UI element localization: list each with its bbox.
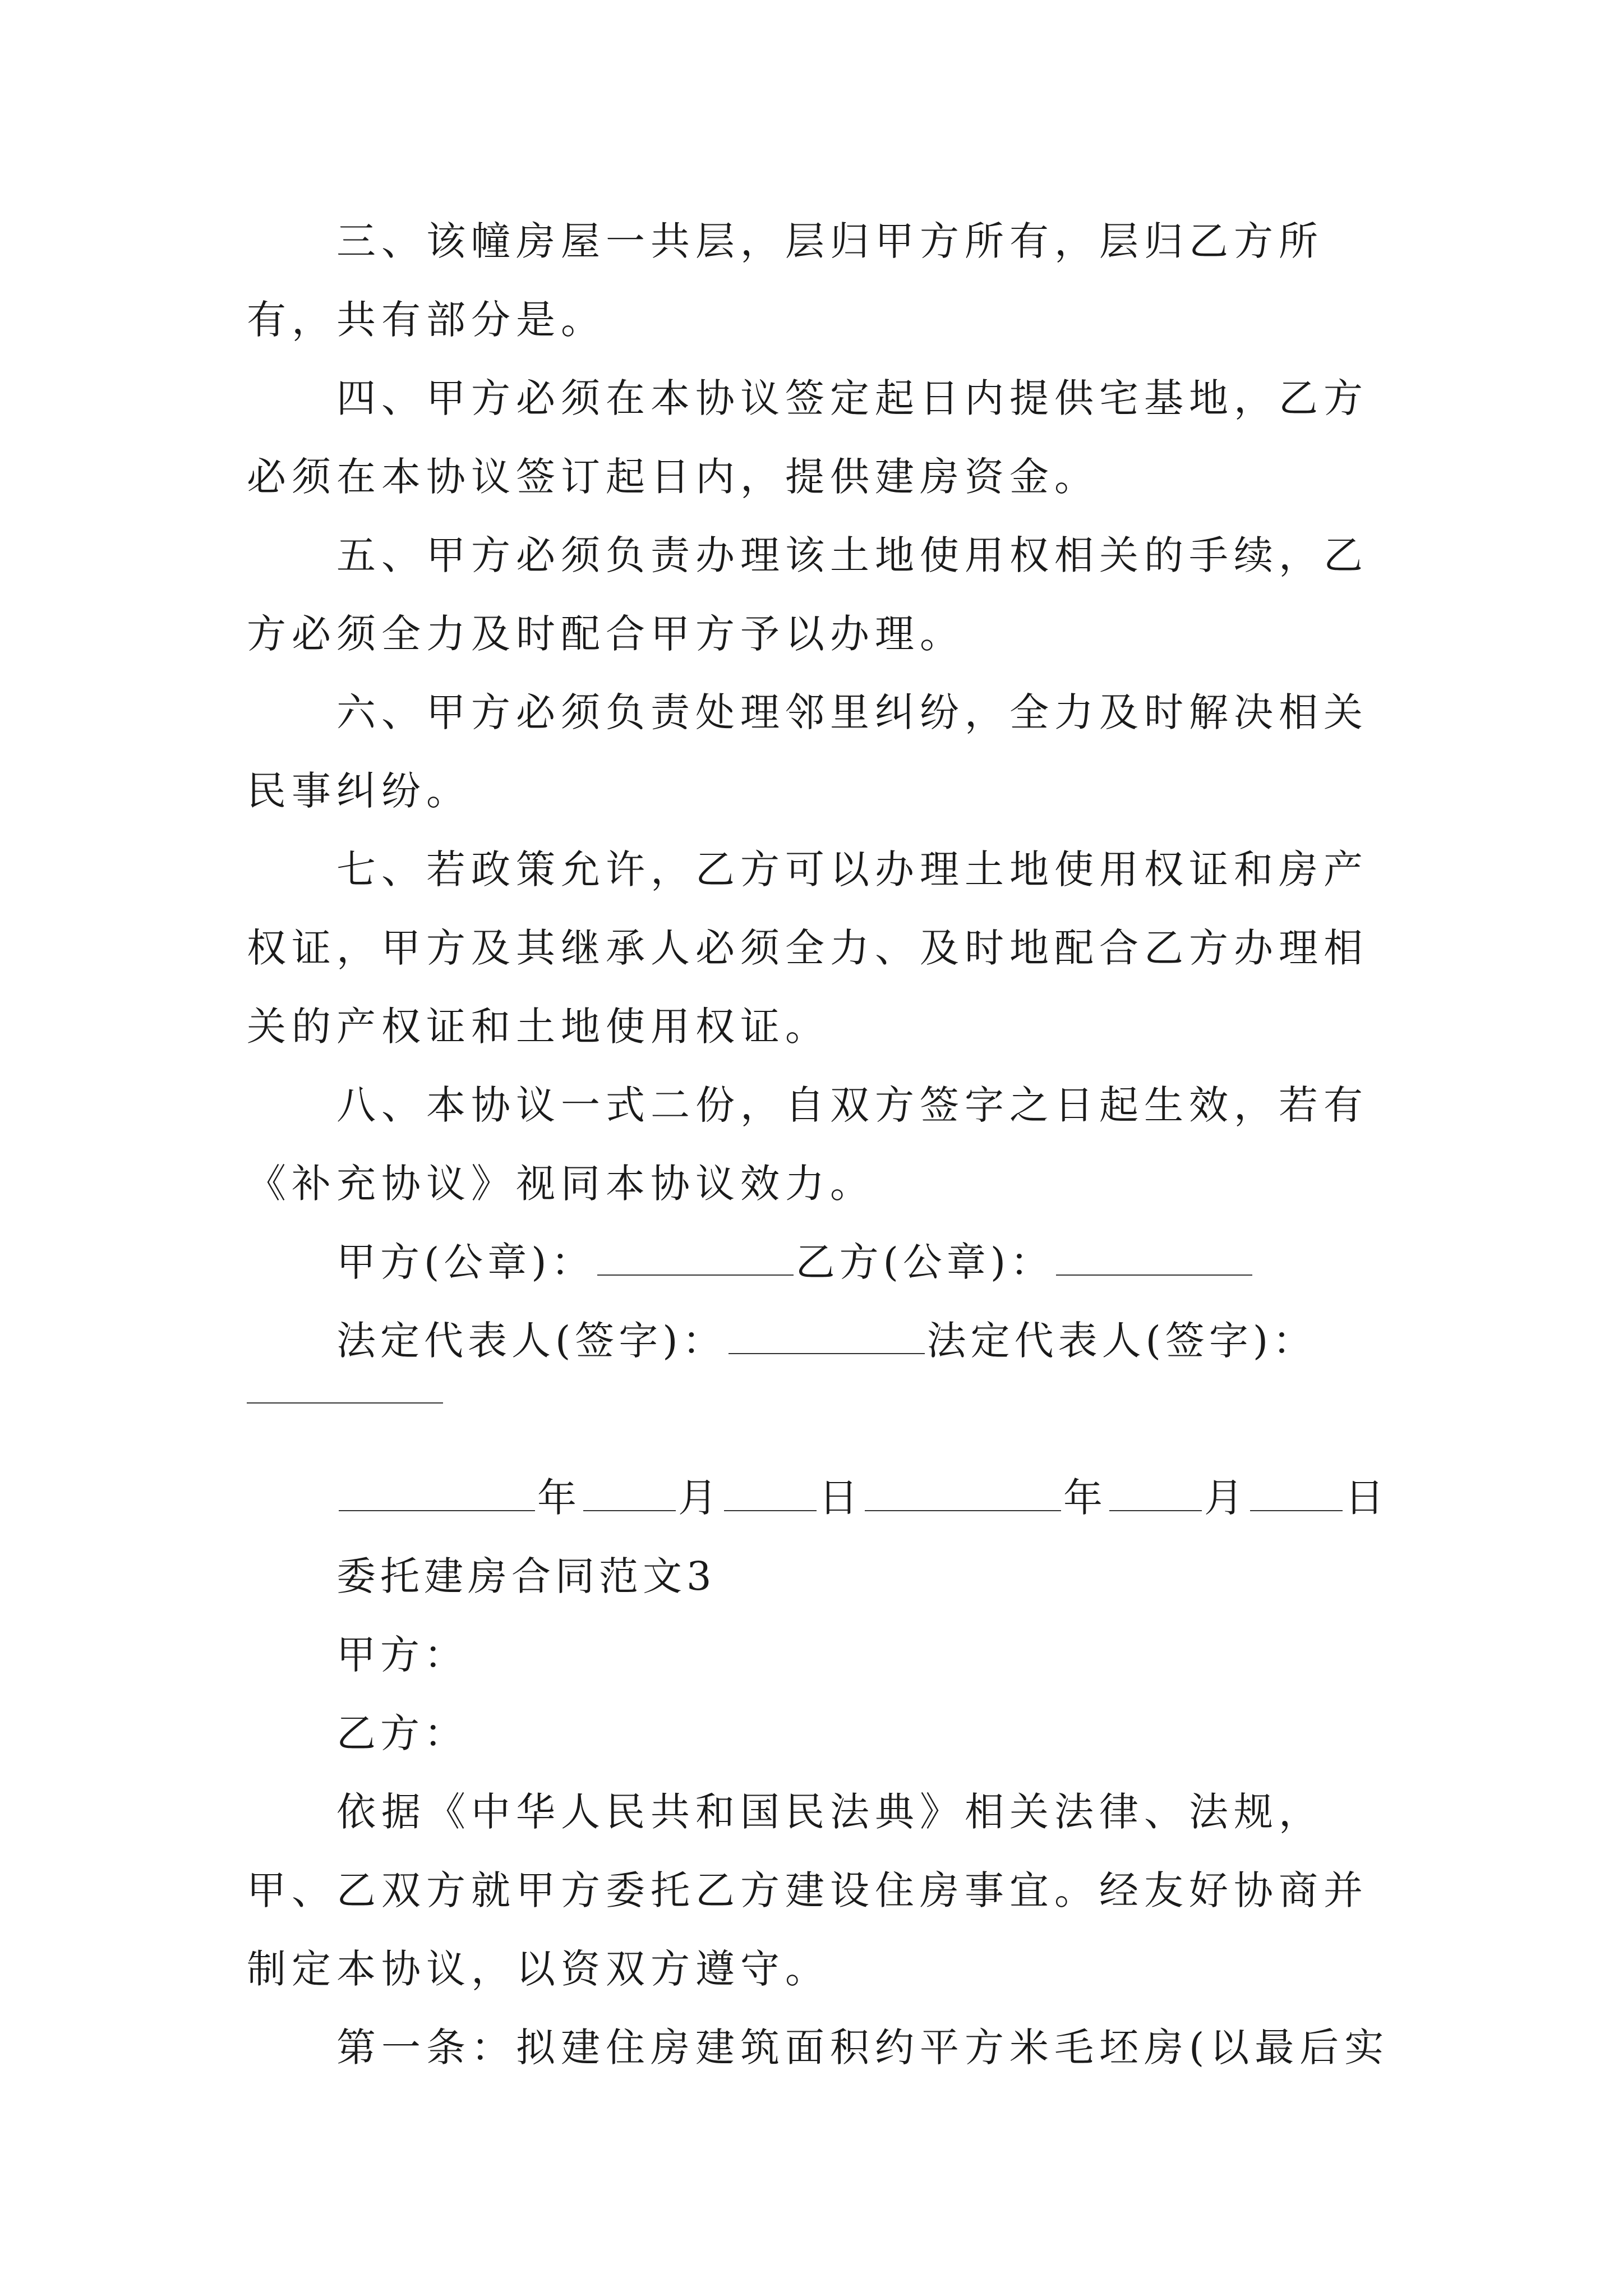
intro-paragraph: 依据《中华人民共和国民法典》相关法律、法规，甲、乙双方就甲方委托乙方建设住房事宜。经友好协商并制定本协议，以资双方遵守。 bbox=[247, 1789, 1368, 1992]
year-a-blank bbox=[339, 1471, 535, 1511]
date-line bbox=[247, 1458, 1391, 1537]
year-b-blank bbox=[865, 1471, 1061, 1511]
clause-5: 五、甲方必须负责办理该土地使用权相关的手续，乙方必须全力及时配合甲方予以办理。 bbox=[247, 532, 1368, 657]
party-a-seal-blank bbox=[597, 1235, 794, 1276]
party-b-seal-blank bbox=[1056, 1235, 1252, 1276]
month-b-blank bbox=[1109, 1471, 1202, 1511]
month-a-blank bbox=[583, 1471, 676, 1511]
day-b-blank bbox=[1250, 1471, 1343, 1511]
month-b-label: 月 bbox=[1204, 1475, 1248, 1521]
year-b-label: 年 bbox=[1063, 1475, 1107, 1521]
rep-b-blank-row bbox=[247, 1380, 1391, 1458]
rep-a-label: 法定代表人(签字)： bbox=[336, 1318, 726, 1364]
day-a-blank bbox=[724, 1471, 817, 1511]
month-a-label: 月 bbox=[678, 1475, 722, 1521]
rep-a-blank bbox=[728, 1314, 925, 1354]
party-b-seal-label: 乙方(公章)： bbox=[795, 1239, 1054, 1285]
year-a-label: 年 bbox=[537, 1475, 581, 1521]
seal-line bbox=[247, 1223, 1391, 1301]
party-b-line: 乙方： bbox=[336, 1710, 468, 1756]
day-a-label: 日 bbox=[819, 1475, 863, 1521]
rep-b-blank bbox=[247, 1402, 443, 1404]
party-a-line: 甲方： bbox=[336, 1632, 468, 1678]
article-1: 第一条：拟建住房建筑面积约平方米毛坯房(以最后实 bbox=[336, 2024, 1390, 2070]
clause-7: 七、若政策允许，乙方可以办理土地使用权证和房产权证，甲方及其继承人必须全力、及时地配合乙方办理相关的产权证和土地使用权证。 bbox=[247, 846, 1368, 1050]
rep-b-label: 法定代表人(签字)： bbox=[926, 1318, 1317, 1364]
clause-6: 六、甲方必须负责处理邻里纠纷，全力及时解决相关民事纠纷。 bbox=[247, 689, 1368, 814]
section-title: 委托建房合同范文3 bbox=[336, 1553, 716, 1599]
clause-4: 四、甲方必须在本协议签定起日内提供宅基地，乙方必须在本协议签订起日内，提供建房资金。 bbox=[247, 375, 1368, 500]
clause-8: 八、本协议一式二份，自双方签字之日起生效，若有《补充协议》视同本协议效力。 bbox=[247, 1082, 1368, 1207]
day-b-label: 日 bbox=[1345, 1475, 1389, 1521]
clause-3: 三、该幢房屋一共层，层归甲方所有，层归乙方所有，共有部分是。 bbox=[247, 218, 1324, 343]
document-page bbox=[247, 202, 1391, 2087]
party-a-seal-label: 甲方(公章)： bbox=[336, 1239, 595, 1285]
representative-line bbox=[247, 1301, 1391, 1380]
